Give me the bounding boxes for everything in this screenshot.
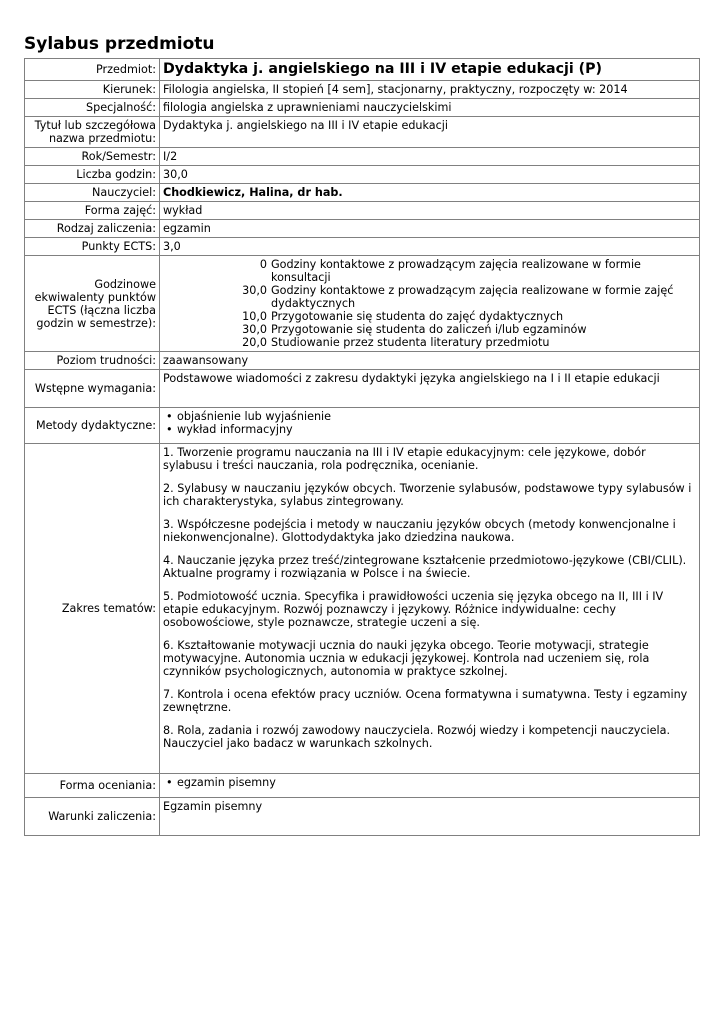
ects-hours-item — [163, 258, 696, 284]
ects-hours-item — [163, 310, 696, 323]
row-poziom — [25, 352, 700, 370]
ects-hours-text: Studiowanie przez studenta literatury przedmiotu — [271, 336, 550, 349]
row-kierunek — [25, 81, 700, 99]
row-godziny — [25, 166, 700, 184]
topic-item: 7. Kontrola i ocena efektów pracy uczniów. Ocena formatywna i sumatywna. Testy i egzaminy zewnętrzne. — [163, 688, 688, 714]
label-kierunek: Kierunek: — [25, 81, 160, 99]
label-warunki: Warunki zaliczenia: — [25, 798, 160, 836]
ects-hours-value: 10,0 — [242, 310, 267, 323]
grading-list — [163, 776, 696, 789]
row-rok — [25, 148, 700, 166]
row-warunki — [25, 798, 700, 836]
ects-hours-value: 20,0 — [242, 336, 267, 349]
topic-item: 2. Sylabusy w nauczaniu języków obcych. Tworzenie sylabusów, podstawowe typy sylabusów i ich charakterystyka, sylabus zintegrowany. — [163, 482, 692, 508]
list-item: • egzamin pisemny — [163, 776, 696, 789]
label-ects: Punkty ECTS: — [25, 238, 160, 256]
label-godziny: Liczba godzin: — [25, 166, 160, 184]
value-specjalnosc: filologia angielska z uprawnieniami nauczycielskimi — [160, 99, 700, 117]
row-ekwiwalenty — [25, 256, 700, 352]
list-item: • wykład informacyjny — [163, 423, 696, 436]
value-forma: wykład — [160, 202, 700, 220]
row-ects — [25, 238, 700, 256]
row-specjalnosc — [25, 99, 700, 117]
label-ekwiwalenty: Godzinowe ekwiwalenty punktów ECTS (łączna liczba godzin w semestrze): — [25, 256, 160, 352]
label-przedmiot: Przedmiot: — [25, 59, 160, 81]
ects-hours-text: Przygotowanie się studenta do zajęć dydaktycznych — [271, 310, 564, 323]
value-metody — [160, 408, 700, 444]
row-wymagania — [25, 370, 700, 408]
row-zaliczenie — [25, 220, 700, 238]
row-zakres — [25, 444, 700, 774]
methods-list — [163, 410, 696, 436]
ects-hours-item — [163, 284, 696, 310]
label-specjalnosc: Specjalność: — [25, 99, 160, 117]
row-tytul — [25, 117, 700, 148]
value-godziny: 30,0 — [160, 166, 700, 184]
list-item: • objaśnienie lub wyjaśnienie — [163, 410, 696, 423]
ects-hours-value: 30,0 — [242, 323, 267, 336]
label-rok: Rok/Semestr: — [25, 148, 160, 166]
page-title: Sylabus przedmiotu — [24, 34, 215, 54]
value-warunki: Egzamin pisemny — [160, 798, 700, 836]
topic-item: 6. Kształtowanie motywacji ucznia do nauki języka obcego. Teorie motywacji, strategie motywacyjne. Autonomia ucznia w edukacji językowej. Kontrola nad uczeniem się, rola czynników psychologicznych, autonomia w praktyce szkolnej. — [163, 639, 650, 678]
value-rok: I/2 — [160, 148, 700, 166]
value-przedmiot: Dydaktyka j. angielskiego na III i IV etapie edukacji (P) — [160, 59, 700, 81]
topic-item: 3. Współczesne podejścia i metody w nauczaniu języków obcych (metody konwencjonalne i niekonwencjonalne). Glottodydaktyka jako dziedzina naukowa. — [163, 518, 676, 544]
ects-hours-item — [163, 323, 696, 336]
label-ocenianie: Forma oceniania: — [25, 774, 160, 798]
syllabus-table — [24, 58, 700, 836]
label-nauczyciel: Nauczyciel: — [25, 184, 160, 202]
label-poziom: Poziom trudności: — [25, 352, 160, 370]
value-ekwiwalenty — [160, 256, 700, 352]
ects-hours-value: 30,0 — [242, 284, 267, 297]
value-nauczyciel: Chodkiewicz, Halina, dr hab. — [160, 184, 700, 202]
ects-hours-value: 0 — [259, 258, 267, 271]
ects-hours-text: Godziny kontaktowe z prowadzącym zajęcia realizowane w formie konsultacji — [271, 258, 641, 284]
ects-hours-item — [163, 336, 696, 349]
label-zaliczenie: Rodzaj zaliczenia: — [25, 220, 160, 238]
value-zakres — [160, 444, 700, 774]
row-przedmiot — [25, 59, 700, 81]
value-kierunek: Filologia angielska, II stopień [4 sem], stacjonarny, praktyczny, rozpoczęty w: 2014 — [160, 81, 700, 99]
label-tytul: Tytuł lub szczegółowa nazwa przedmiotu: — [25, 117, 160, 148]
value-zaliczenie: egzamin — [160, 220, 700, 238]
topic-item: 8. Rola, zadania i rozwój zawodowy nauczyciela. Rozwój wiedzy i kompetencji nauczyciela. Nauczyciel jako badacz w warunkach szkolnych. — [163, 724, 671, 750]
label-zakres: Zakres tematów: — [25, 444, 160, 774]
value-ects: 3,0 — [160, 238, 700, 256]
label-forma: Forma zajęć: — [25, 202, 160, 220]
row-ocenianie — [25, 774, 700, 798]
label-metody: Metody dydaktyczne: — [25, 408, 160, 444]
row-nauczyciel — [25, 184, 700, 202]
row-metody — [25, 408, 700, 444]
value-wymagania: Podstawowe wiadomości z zakresu dydaktyki języka angielskiego na I i II etapie edukacji — [160, 370, 700, 408]
ects-hours-text: Przygotowanie się studenta do zaliczeń i/lub egzaminów — [271, 323, 587, 336]
topic-item: 4. Nauczanie języka przez treść/zintegrowane kształcenie przedmiotowo-językowe (CBI/CLIL). Aktualne programy i rozwiązania w Polsce i na świecie. — [163, 554, 687, 580]
value-ocenianie — [160, 774, 700, 798]
value-tytul: Dydaktyka j. angielskiego na III i IV etapie edukacji — [160, 117, 700, 148]
topic-item: 1. Tworzenie programu nauczania na III i IV etapie edukacyjnym: cele językowe, dobór sylabusu i treści nauczania, rola podręcznika, ocenianie. — [163, 446, 646, 472]
topic-item: 5. Podmiotowość ucznia. Specyfika i prawidłowości uczenia się języka obcego na II, III i IV etapie edukacyjnym. Rozwój poznawczy i językowy. Różnice indywidualne: cechy osobowościowe, style poznawcze, strategie uczeni a się. — [163, 590, 664, 629]
label-wymagania: Wstępne wymagania: — [25, 370, 160, 408]
value-poziom: zaawansowany — [160, 352, 700, 370]
row-forma — [25, 202, 700, 220]
ects-hours-text: Godziny kontaktowe z prowadzącym zajęcia realizowane w formie zajęć dydaktycznych — [271, 284, 674, 310]
